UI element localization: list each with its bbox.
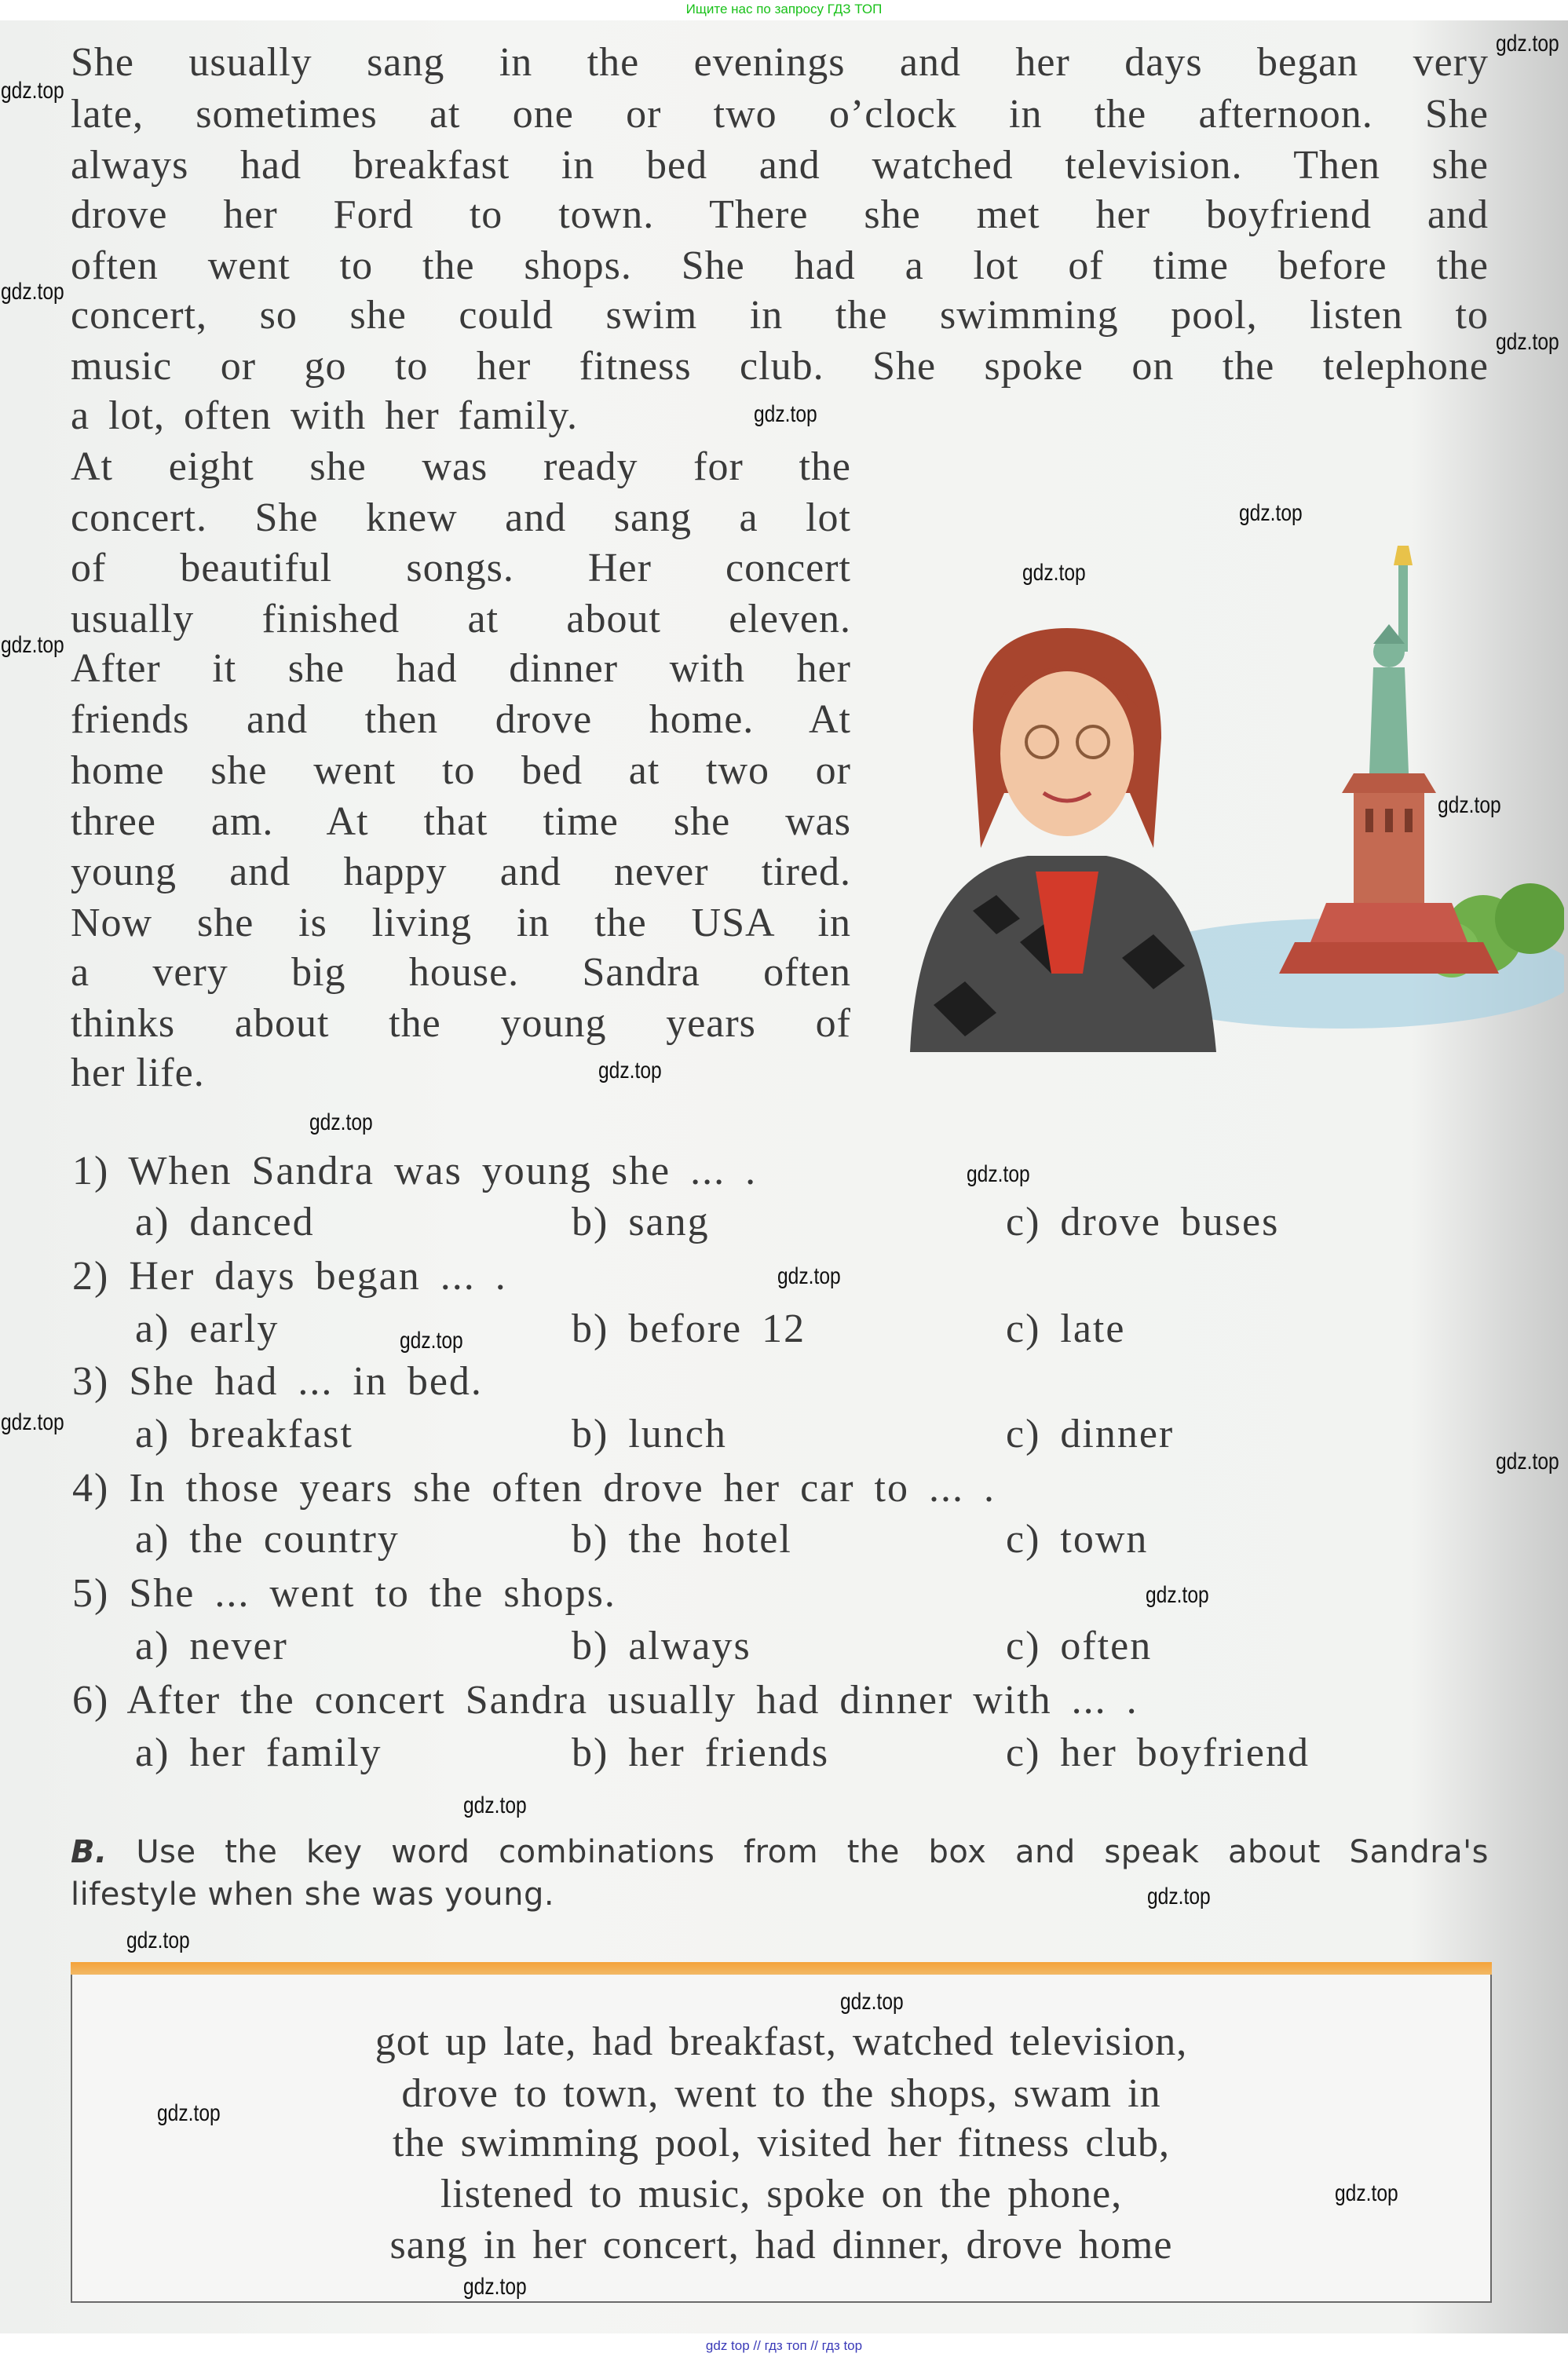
watermark: gdz.top [1,1409,64,1435]
watermark: gdz.top [157,2100,221,2126]
option-a: a) her family [135,1730,382,1775]
text-line: home she went to bed at two or [71,748,851,793]
text-line: a lot, often with her family. [71,393,579,438]
watermark: gdz.top [777,1263,841,1289]
text-line: music or go to her fitness club. She spoke on the telephone [71,344,1489,389]
watermark: gdz.top [840,1989,904,2015]
text-line: Now she is living in the USA in [71,901,851,945]
box-line: drove to town, went to the shops, swam in [401,2071,1161,2116]
text-line: often went to the shops. She had a lot of time before the [71,243,1489,288]
text-line: three am. At that time she was [71,799,851,844]
box-line: the swimming pool, visited her fitness club, [393,2121,1170,2165]
question-text: 4) In those years she often drove her car to ... . [72,1466,996,1511]
header-note: Ищите нас по запросу ГДЗ ТОП [685,2,883,16]
watermark: gdz.top [1496,31,1559,57]
task-b-line2: lifestyle when she was young. [71,1876,555,1913]
text-line: friends and then drove home. At [71,697,851,742]
watermark: gdz.top [1438,792,1501,818]
watermark: gdz.top [309,1109,373,1135]
text-line: thinks about the young years of [71,1001,851,1046]
option-c: c) often [1006,1624,1153,1668]
watermark: gdz.top [463,1792,527,1818]
question-text: 3) She had ... in bed. [72,1359,483,1404]
box-line: listened to music, spoke on the phone, [440,2172,1123,2216]
question-text: 2) Her days began ... . [72,1254,507,1299]
watermark: gdz.top [1496,329,1559,355]
watermark: gdz.top [1022,560,1086,586]
text-line: usually finished at about eleven. [71,597,851,641]
text-line: her life. [71,1051,205,1095]
key-words-box [71,1962,1492,2303]
watermark: gdz.top [1,279,64,305]
footer-note: gdz top // гдз топ // гдз top [705,2338,863,2353]
option-b: b) the hotel [572,1517,792,1562]
box-line: got up late, had breakfast, watched television, [375,2019,1188,2064]
option-b: b) sang [572,1200,710,1244]
option-c: c) late [1006,1306,1126,1351]
watermark: gdz.top [126,1928,190,1953]
watermark: gdz.top [1335,2180,1398,2206]
watermark: gdz.top [1,632,64,658]
option-b: b) before 12 [572,1306,806,1351]
question-text: 1) When Sandra was young she ... . [72,1149,758,1193]
option-b: b) her friends [572,1730,830,1775]
option-c: c) drove buses [1006,1200,1280,1244]
watermark: gdz.top [463,2274,527,2300]
text-line: late, sometimes at one or two o’clock in the afternoon. She [71,92,1489,137]
text-line: a very big house. Sandra often [71,950,851,995]
text-line: concert, so she could swim in the swimming pool, listen to [71,293,1489,338]
option-c: c) town [1006,1517,1149,1562]
option-b: b) lunch [572,1412,727,1456]
task-b-instruction [71,1831,1489,1873]
text-line: She usually sang in the evenings and her days began very [71,40,1489,85]
text-line: always had breakfast in bed and watched television. Then she [71,143,1489,188]
watermark: gdz.top [754,401,817,427]
option-a: a) the country [135,1517,400,1562]
watermark: gdz.top [598,1058,662,1083]
watermark: gdz.top [1239,500,1303,526]
text-line: After it she had dinner with her [71,646,851,691]
box-accent-bar [71,1962,1492,1975]
option-a: a) early [135,1306,280,1351]
text-line: drove her Ford to town. There she met her boyfriend and [71,192,1489,237]
option-a: a) never [135,1624,288,1668]
watermark: gdz.top [1146,1582,1209,1608]
question-text: 5) She ... went to the shops. [72,1571,616,1616]
watermark: gdz.top [1496,1449,1559,1474]
task-b-line1: Use the key word combinations from the box and speak about Sandra's [136,1834,1489,1870]
option-b: b) always [572,1624,751,1668]
option-c: c) her boyfriend [1006,1730,1310,1775]
woman-portrait-icon [910,628,1216,1052]
watermark: gdz.top [400,1328,463,1354]
text-line: At eight she was ready for the [71,444,851,489]
text-line: of beautiful songs. Her concert [71,546,851,590]
watermark: gdz.top [967,1161,1030,1187]
task-letter: B. [71,1834,108,1870]
option-a: a) breakfast [135,1412,353,1456]
option-a: a) danced [135,1200,315,1244]
question-text: 6) After the concert Sandra usually had dinner with ... . [72,1678,1139,1723]
watermark: gdz.top [1,78,64,104]
box-line: sang in her concert, had dinner, drove home [389,2223,1173,2267]
text-line: concert. She knew and sang a lot [71,495,851,540]
text-line: young and happy and never tired. [71,850,851,894]
watermark: gdz.top [1147,1884,1211,1909]
option-c: c) dinner [1006,1412,1175,1456]
